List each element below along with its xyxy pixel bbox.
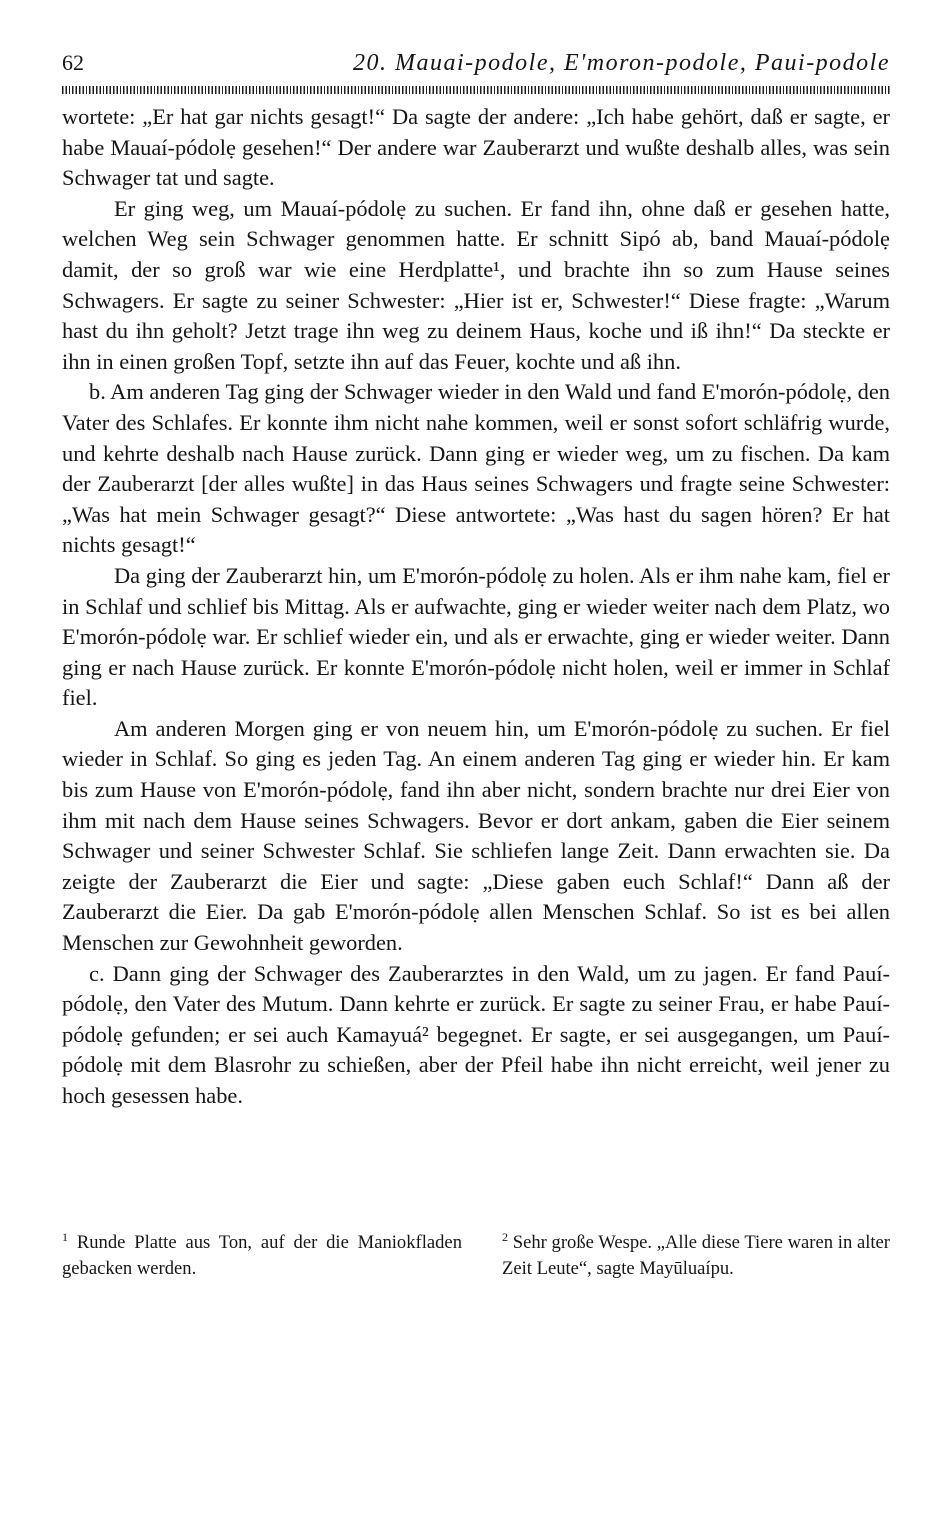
footnote-mark: 1 — [62, 1229, 68, 1244]
paragraph-section-c: c. Dann ging der Schwager des Zauberarztes in den Wald, um zu jagen. Er fand Pauí-pódolẹ, den Vater des Mutum. Dann kehrte er zurück. Er sagte zu seiner Frau, er habe Pauí-pódolẹ gefunden; er sei auch Kamayuá² begegnet. Er sagte, er sei ausgegangen, um Pauí-pódolẹ mit dem Blasrohr zu schießen, aber der Pfeil habe ihn nicht erreicht, weil jener zu hoch gesessen habe. — [62, 960, 890, 1108]
page — [62, 50, 890, 1112]
paragraph: Am anderen Morgen ging er von neuem hin, um E'morón-pódolẹ zu suchen. Er fiel wieder in Schlaf. So ging es jeden Tag. An einem anderen Tag ging er wieder hin. Er kam bis zum Hause von E'morón-pódolẹ, fand ihn aber nicht, sondern brachte nur drei Eier von ihm mit nach dem Hause seines Schwagers. Bevor er dort ankam, gaben die Eier seinem Schwager und seiner Schwester Schlaf. Sie schliefen lange Zeit. Dann erwachten sie. Da zeigte der Zauberarzt die Eier und sagte: „Diese gaben euch Schlaf!“ Dann aß der Zauberarzt die Eier. Da gab E'morón-pódolẹ allen Menschen Schlaf. So ist es bei allen Menschen zur Gewohnheit geworden. — [62, 715, 890, 956]
footnote-1 — [62, 1230, 462, 1282]
paragraph: wortete: „Er hat gar nichts gesagt!“ Da sagte der andere: „Ich habe gehört, daß er sagte, er habe Mauaí-pódolẹ gesehen!“ Der andere war Zauberarzt und wußte deshalb alles, was sein Schwager tat und sagte. — [62, 104, 890, 191]
paragraph-section-b: b. Am anderen Tag ging der Schwager wieder in den Wald und fand E'morón-pódolẹ, den Vater des Schlafes. Er konnte ihm nicht nahe kommen, weil er sonst sofort schläfrig wurde, und kehrte deshalb nach Hause zurück. Dann ging er wieder weg, um zu fischen. Da kam der Zauberarzt [der alles wußte] in das Haus seines Schwagers und fragte seine Schwester: „Was hat mein Schwager gesagt?“ Diese antwortete: „Was hast du sagen hören? Er hat nichts gesagt!“ — [62, 379, 890, 558]
footnote-text: Runde Platte aus Ton, auf der die Maniokfladen gebacken werden. — [62, 1232, 462, 1279]
page-number: 62 — [62, 50, 84, 75]
running-header — [62, 50, 890, 90]
header-rule — [62, 86, 890, 94]
footnotes — [62, 1230, 890, 1282]
footnote-text: Sehr große Wespe. „Alle diese Tiere waren in alter Zeit Leute“, sagte Mayūluaípu. — [502, 1232, 890, 1279]
body-text — [62, 102, 890, 1112]
paragraph: Er ging weg, um Mauaí-pódolẹ zu suchen. Er fand ihn, ohne daß er gesehen hatte, welchen Weg sein Schwager genommen hatte. Er schnitt Sipó ab, band Mauaí-pódolẹ damit, der so groß war wie eine Herdplatte¹, und brachte ihn so zum Hause seines Schwagers. Er sagte zu seiner Schwester: „Hier ist er, Schwester!“ Diese fragte: „Warum hast du ihn geholt? Jetzt trage ihn weg zu deinem Haus, koche und iß ihn!“ Da steckte er ihn in einen großen Topf, setzte ihn auf das Feuer, kochte und aß ihn. — [62, 195, 890, 374]
footnote-mark: 2 — [502, 1229, 508, 1244]
paragraph: Da ging der Zauberarzt hin, um E'morón-pódolẹ zu holen. Als er ihm nahe kam, fiel er in Schlaf und schlief bis Mittag. Als er aufwachte, ging er wieder weiter nach dem Platz, wo E'morón-pódolẹ war. Er schlief wieder ein, und als er erwachte, ging er wieder weiter. Dann ging er nach Hause zurück. Er konnte E'morón-pódolẹ nicht holen, weil er immer in Schlaf fiel. — [62, 562, 890, 711]
footnote-2 — [502, 1230, 890, 1282]
running-title: 20. Mauai-podole, E'moron-podole, Paui-podole — [353, 50, 890, 76]
